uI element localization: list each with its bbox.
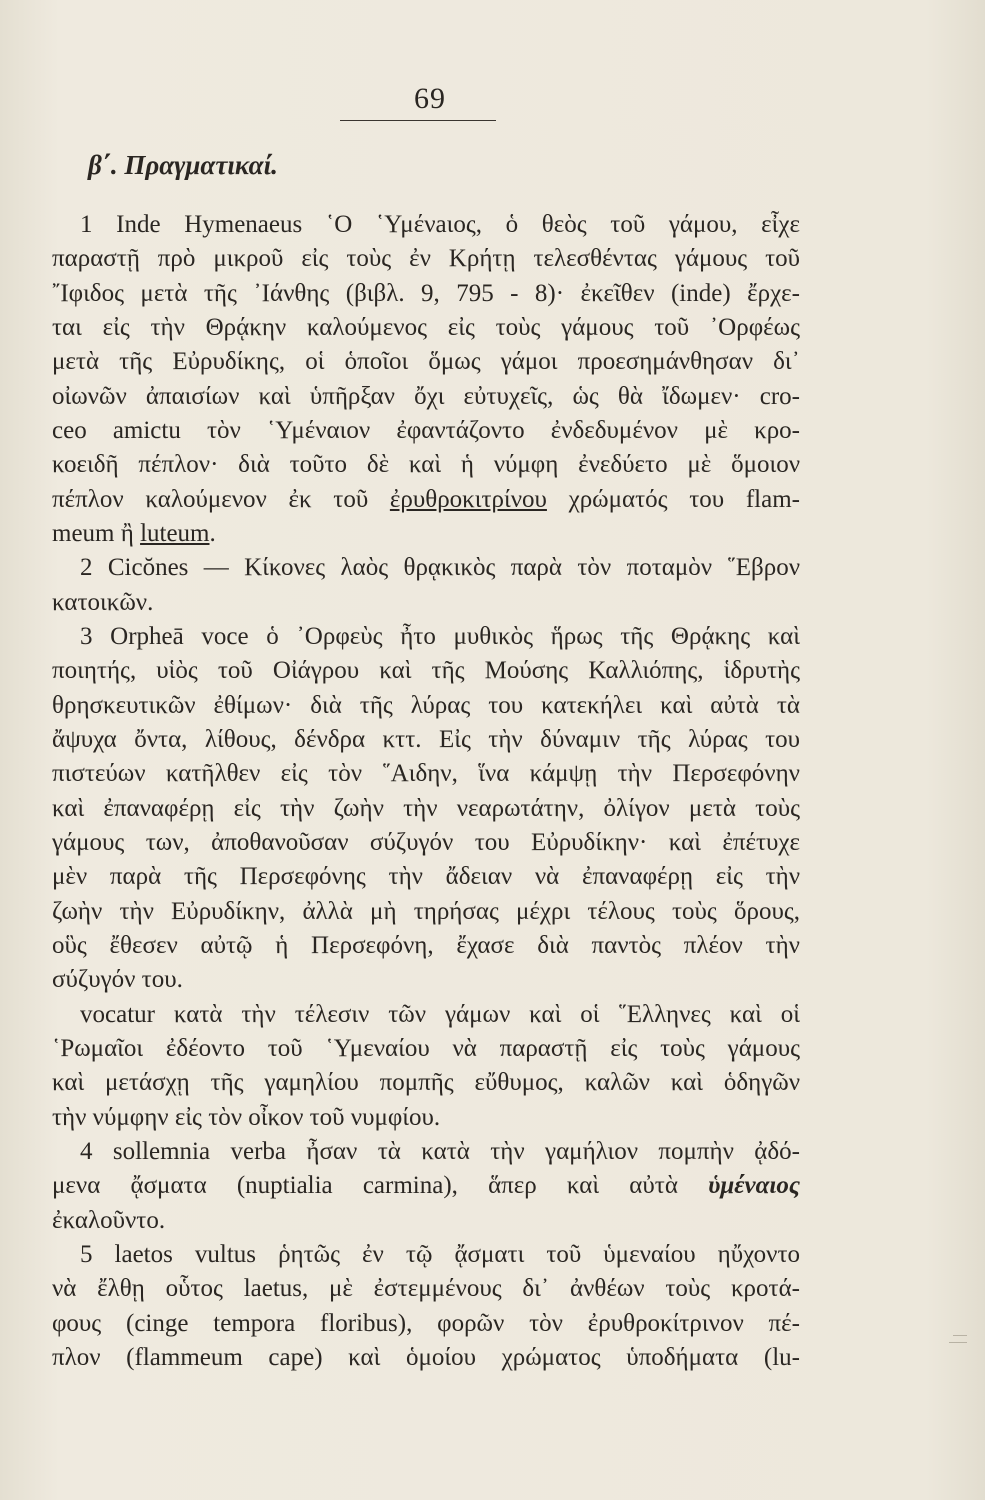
text-line xyxy=(52,551,800,585)
text-line xyxy=(52,689,800,723)
text-line-content: meum ἢ xyxy=(52,519,141,547)
underlined-word: ἐρυθροκιτρίνου xyxy=(389,485,547,513)
text-line xyxy=(52,517,800,551)
text-line-tail: χρώματός του flam- xyxy=(546,485,800,513)
underlined-word: luteum xyxy=(140,519,210,547)
text-line xyxy=(52,1272,800,1306)
text-line xyxy=(52,1169,800,1203)
text-line-content: vocatur κατὰ τὴν τέλεσιν τῶν γάμων καὶ οἱ ῞Ελληνες καὶ οἱ xyxy=(80,1000,800,1028)
text-line xyxy=(52,1135,800,1169)
text-line-content: καὶ μετάσχῃ τῆς γαμηλίου πομπῆς εὔθυμος, καλῶν καὶ ὁδηγῶν xyxy=(52,1069,800,1097)
text-line-content: οὓς ἔθεσεν αὐτῷ ἡ Περσεφόνη, ἔχασε διὰ παντὸς πλέον τὴν xyxy=(52,931,800,959)
text-line-content: οἰωνῶν ἀπαισίων καὶ ὑπῆρξαν ὄχι εὐτυχεῖς, ὡς θὰ ἴδωμεν· cro- xyxy=(52,382,800,410)
text-line xyxy=(52,757,800,791)
page-number-rule xyxy=(340,120,496,121)
text-line-content: ἐκαλοῦντο. xyxy=(52,1206,166,1234)
margin-mark xyxy=(949,1342,967,1343)
commentary-text xyxy=(52,208,800,1375)
text-line-content: πλον (flammeum cape) καὶ ὁμοίου χρώματος ὑποδήματα (lu- xyxy=(52,1343,800,1371)
text-line xyxy=(52,414,800,448)
text-line-content: θρησκευτικῶν ἐθίμων· διὰ τῆς λύρας του κατεκήλει καὶ αὐτὰ τὰ xyxy=(52,691,800,719)
text-line xyxy=(52,723,800,757)
text-line-content: κοειδῆ πέπλον· διὰ τοῦτο δὲ καὶ ἡ νύμφη ἐνεδύετο μὲ ὅμοιον xyxy=(52,451,800,479)
text-line-content: ποιητής, υἱὸς τοῦ Οἰάγρου καὶ τῆς Μούσης Καλλιόπης, ἱδρυτὴς xyxy=(52,657,800,685)
text-line xyxy=(52,826,800,860)
text-line-content: σύζυγόν του. xyxy=(52,966,183,994)
text-line-content: τὴν νύμφην εἰς τὸν οἶκον τοῦ νυμφίου. xyxy=(52,1103,441,1131)
text-line xyxy=(52,929,800,963)
text-line xyxy=(52,345,800,379)
text-line-content: καὶ ἐπαναφέρῃ εἰς τὴν ζωὴν τὴν νεαρωτάτην, ὀλίγον μετὰ τοὺς xyxy=(52,794,800,822)
text-line xyxy=(52,860,800,894)
text-line xyxy=(52,1032,800,1066)
text-line-content: ἄψυχα ὄντα, λίθους, δένδρα κττ. Εἰς τὴν δύναμιν τῆς λύρας του xyxy=(52,725,800,753)
page-number: 69 xyxy=(414,82,446,115)
text-line xyxy=(52,586,800,620)
text-line xyxy=(52,1066,800,1100)
text-line xyxy=(52,654,800,688)
emphasized-word: ὑμέναιος xyxy=(708,1172,800,1200)
text-line xyxy=(52,1204,800,1238)
text-line xyxy=(52,1238,800,1272)
text-line-content: πιστεύων κατῆλθεν εἰς τὸν ῞Αιδην, ἵνα κάμψῃ τὴν Περσεφόνην xyxy=(52,760,800,788)
text-line xyxy=(52,792,800,826)
text-line-content: μετὰ τῆς Εὐρυδίκης, οἱ ὁποῖοι ὅμως γάμοι προεσημάνθησαν δι᾿ xyxy=(52,348,800,376)
text-line xyxy=(52,620,800,654)
text-line-content: κατοικῶν. xyxy=(52,588,154,616)
text-line-content: ῾Ρωμαῖοι ἐδέοντο τοῦ ῾Υμεναίου νὰ παραστῇ εἰς τοὺς γάμους xyxy=(52,1034,800,1062)
text-line-content: ζωὴν τὴν Εὐρυδίκην, ἀλλὰ μὴ τηρήσας μέχρι τέλους τοὺς ὅρους, xyxy=(52,897,800,925)
text-line-tail: . xyxy=(209,519,216,547)
text-line xyxy=(52,483,800,517)
text-line-content: φους (cinge tempora floribus), φορῶν τὸν ἐρυθροκίτρινον πέ- xyxy=(52,1309,800,1337)
text-line xyxy=(52,242,800,276)
text-line xyxy=(52,895,800,929)
section-heading: β΄. Πραγματικαί. xyxy=(88,150,278,180)
text-line xyxy=(52,963,800,997)
text-line-content: μενα ᾄσματα (nuptialia carmina), ἅπερ καὶ αὐτὰ xyxy=(52,1172,709,1200)
text-line-content: ceo amictu τὸν ῾Υμέναιον ἐφαντάζοντο ἐνδεδυμένον μὲ κρο- xyxy=(52,416,800,444)
text-line-content: νὰ ἔλθῃ οὗτος laetus, μὲ ἐστεμμένους δι᾿ ἀνθέων τοὺς κροτά- xyxy=(52,1275,800,1303)
text-line xyxy=(52,998,800,1032)
text-line xyxy=(52,380,800,414)
text-line xyxy=(52,277,800,311)
text-line-content: 4 sollemnia verba ἦσαν τὰ κατὰ τὴν γαμήλιον πομπὴν ᾀδό- xyxy=(80,1137,800,1165)
text-line-content: ται εἰς τὴν Θρᾴκην καλούμενος εἰς τοὺς γάμους τοῦ ᾿Ορφέως xyxy=(52,313,800,341)
text-line-content: 3 Orpheā voce ὁ ᾿Ορφεὺς ἦτο μυθικὸς ἥρως τῆς Θρᾴκης καὶ xyxy=(80,622,800,650)
text-line-content: γάμους των, ἀποθανοῦσαν σύζυγόν του Εὐρυδίκην· καὶ ἐπέτυχε xyxy=(52,828,800,856)
text-line-content: 1 Inde Hymenaeus ῾Ο ῾Υμένaιος, ὁ θεὸς τοῦ γάμου, εἶχε xyxy=(80,211,800,238)
text-line xyxy=(52,311,800,345)
text-line-content: πέπλον καλούμενον ἐκ τοῦ xyxy=(52,485,390,513)
text-line-content: μὲν παρὰ τῆς Περσεφόνης τὴν ἄδειαν νὰ ἐπαναφέρῃ εἰς τὴν xyxy=(52,863,800,891)
text-line-content: παραστῇ πρὸ μικροῦ εἰς τοὺς ἐν Κρήτῃ τελεσθέντας γάμους τοῦ xyxy=(52,245,800,273)
text-line xyxy=(52,208,800,242)
text-line-content: 2 Cicŏnes — Κίκονες λαὸς θρᾳκικὸς παρὰ τὸν ποταμὸν ῞Εβρον xyxy=(80,554,800,582)
text-line-content: ῎Ιφιδος μετὰ τῆς ᾿Ιάνθης (βιβλ. 9, 795 - 8)· ἐκεῖθεν (inde) ἔρχε- xyxy=(52,279,800,307)
text-line-content: 5 laetos vultus ῥητῶς ἐν τῷ ᾄσματι τοῦ ὑμεναίου ηὔχοντο xyxy=(80,1240,800,1268)
text-line xyxy=(52,1341,800,1375)
text-line xyxy=(52,448,800,482)
text-line xyxy=(52,1307,800,1341)
text-line xyxy=(52,1101,800,1135)
margin-mark xyxy=(953,1335,967,1336)
